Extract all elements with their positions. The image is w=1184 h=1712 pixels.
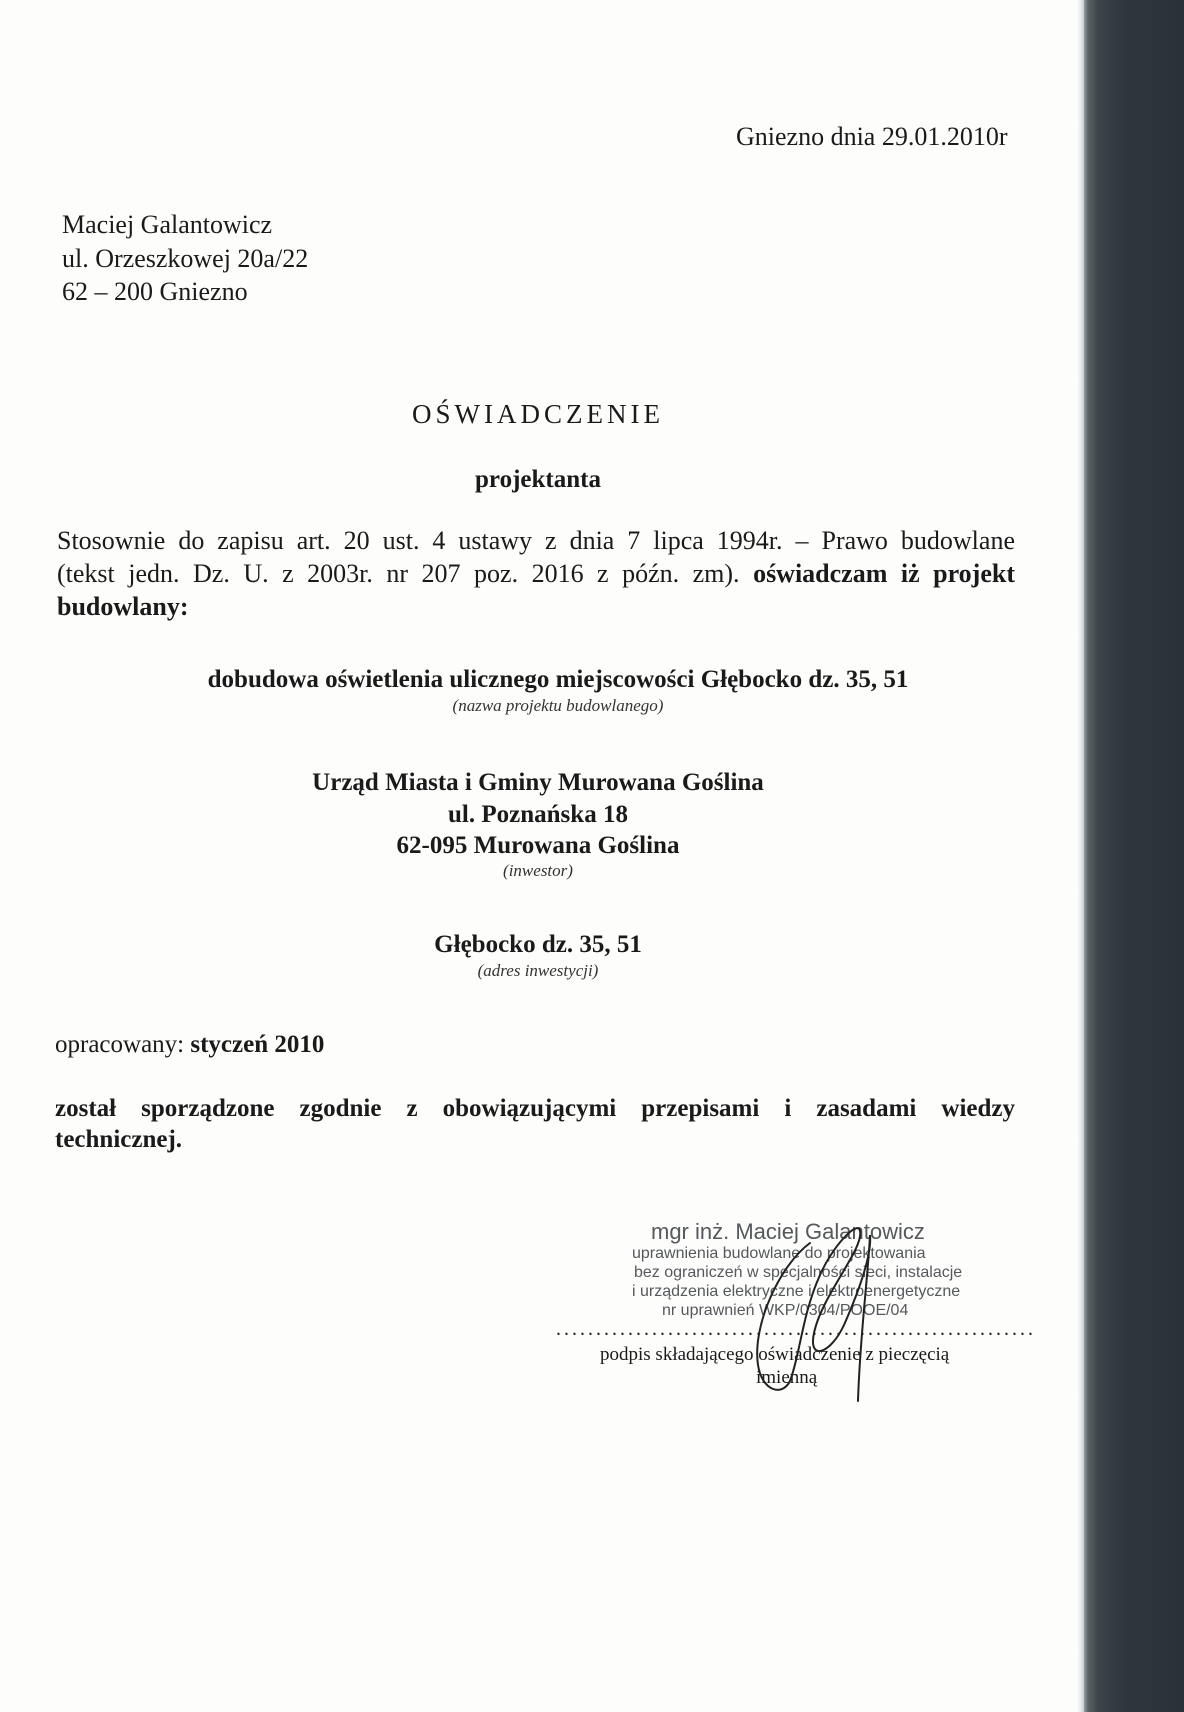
document-date: Gniezno dnia 29.01.2010r: [736, 122, 1008, 151]
intro-line-1: Stosownie do zapisu art. 20 ust. 4 ustawy z dnia 7 lipca 1994r. – Prawo budowlane: [57, 526, 1015, 555]
sender-city: 62 – 200 Gniezno: [62, 277, 248, 306]
document-subtitle: projektanta: [475, 466, 601, 493]
prepared-line: [55, 1032, 324, 1057]
sender-name: Maciej Galantowicz: [62, 210, 273, 239]
investment-address: Głębocko dz. 35, 51: [434, 931, 642, 958]
handwritten-signature: [740, 1205, 940, 1405]
investor-city: 62-095 Murowana Goślina: [396, 832, 680, 859]
prepared-label: opracowany:: [55, 1031, 191, 1058]
signature-caption-2: imienną: [756, 1367, 818, 1388]
stamp-line-3: bez ograniczeń w specjalności sieci, instalacje: [634, 1264, 963, 1281]
conclusion-line-2: technicznej.: [55, 1126, 183, 1153]
page-binding-edge: [1076, 0, 1084, 1712]
stamp-line-5: nr uprawnień WKP/0304/POOE/04: [662, 1302, 909, 1319]
project-name: dobudowa oświetlenia ulicznego miejscowości Głębocko dz. 35, 51: [207, 666, 909, 693]
signature-caption-1: podpis składającego oświadczenie z pieczęcią: [600, 1344, 950, 1365]
intro-line-2: [57, 561, 1015, 587]
investor-name: Urząd Miasta i Gminy Murowana Goślina: [312, 769, 764, 796]
stamp-name: mgr inż. Maciej Galantowicz: [651, 1219, 925, 1244]
conclusion-line-1: został sporządzone zgodnie z obowiązującymi przepisami i zasadami wiedzy: [55, 1095, 1015, 1122]
binder-cover: [1084, 0, 1184, 1712]
investment-address-caption: (adres inwestycji): [477, 961, 599, 980]
document-title: OŚWIADCZENIE: [412, 399, 664, 429]
project-name-caption: (nazwa projektu budowlanego): [452, 696, 664, 715]
intro-line-2-regular: (tekst jedn. Dz. U. z 2003r. nr 207 poz. 2016 z późn. zm).: [57, 559, 754, 588]
investor-street: ul. Poznańska 18: [448, 801, 628, 828]
investor-caption: (inwestor): [503, 861, 573, 880]
signature-dotted-line: ............................................................: [556, 1318, 1036, 1340]
sender-street: ul. Orzeszkowej 20a/22: [62, 244, 309, 273]
stamp-line-4: i urządzenia elektryczne i elektroenergetyczne: [632, 1283, 961, 1300]
intro-line-3: budowlany:: [57, 592, 189, 621]
intro-line-2-bold: oświadczam iż projekt: [753, 559, 1015, 588]
prepared-value: styczeń 2010: [190, 1031, 325, 1058]
stamp-line-2: uprawnienia budowlane do projektowania: [632, 1245, 926, 1262]
